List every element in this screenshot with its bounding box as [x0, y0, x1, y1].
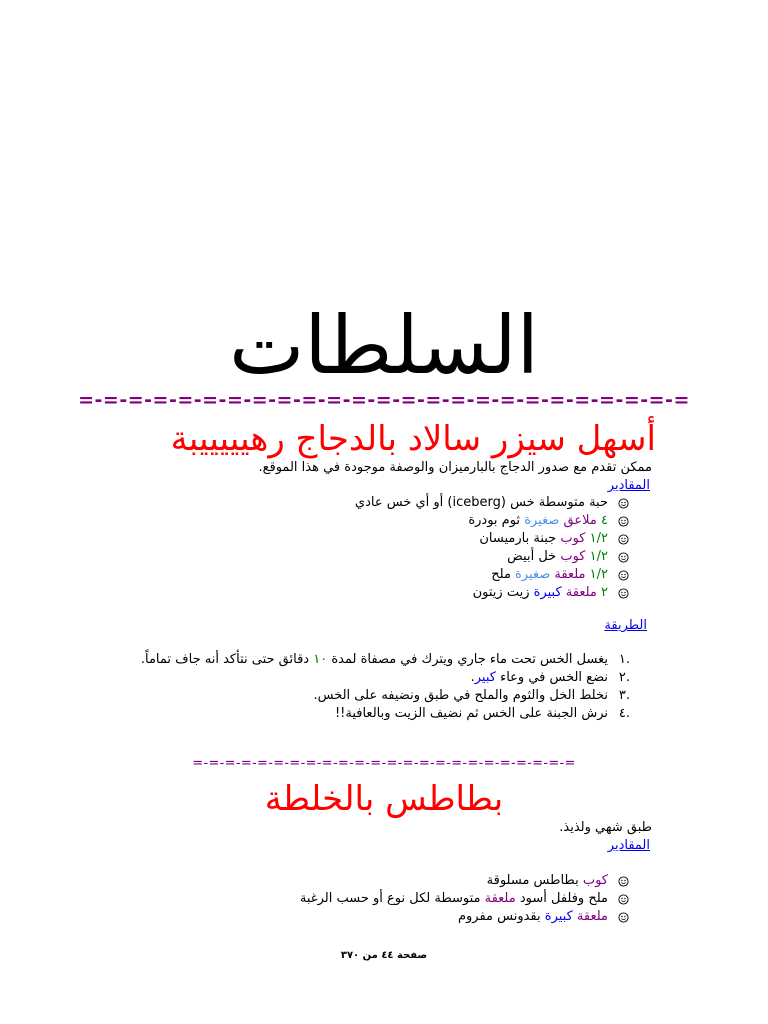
step-number: .٢ — [618, 670, 630, 685]
smiley-bullet-icon — [616, 530, 630, 548]
smiley-bullet-icon — [616, 890, 630, 908]
method-step — [118, 687, 630, 705]
text-run: يغسل الخس تحت ماء جاري ويترك في مصفاة لمدة — [327, 652, 608, 667]
method-step — [118, 669, 630, 687]
section-title: السلطات — [229, 299, 539, 392]
ingredient-item — [118, 512, 630, 530]
text-run: كوب — [556, 531, 586, 546]
recipe-intro-potatoes: طبق شهي ولذيذ. — [559, 820, 652, 835]
step-number: .٣ — [618, 688, 630, 703]
decorative-divider-small: =-=-=-=-=-=-=-=-=-=-=-=-=-=-=-=-=-=-=-=-=-=-=-= — [192, 756, 576, 771]
text-run: حبة متوسطة خس (iceberg) أو أي خس عادي — [354, 495, 608, 510]
text-run: ١/٢ — [585, 567, 608, 582]
recipe-intro: ممكن تقدم مع صدور الدجاج بالبارميزان والوصفة موجودة في هذا الموقع. — [258, 460, 652, 475]
ingredients-list-potatoes — [118, 872, 630, 926]
step-number: .١ — [618, 652, 630, 667]
ingredients-link[interactable]: المقادير — [607, 478, 650, 493]
ingredients-link-potatoes[interactable]: المقادير — [607, 838, 650, 853]
smiley-bullet-icon — [616, 494, 630, 512]
smiley-bullet-icon — [616, 512, 630, 530]
text-run: كوب — [578, 873, 608, 888]
method-step — [118, 705, 630, 723]
text-run: نخلط الخل والثوم والملح في طبق ونضيفه على الخس. — [313, 688, 608, 703]
recipe-title-potatoes: بطاطس بالخلطة — [264, 779, 504, 819]
text-run: ١/٢ — [585, 549, 608, 564]
ingredient-item — [118, 548, 630, 566]
text-run: متوسطة لكل نوع أو حسب الرغبة — [299, 891, 481, 906]
text-run: جبنة بارميسان — [479, 531, 557, 546]
ingredient-item — [118, 494, 630, 512]
text-run: ملعقة — [550, 567, 586, 582]
text-run: صغيرة — [520, 513, 560, 528]
ingredient-item — [118, 530, 630, 548]
text-run: ملح وفلفل أسود — [515, 891, 608, 906]
text-run: دقائق حتى نتأكد أنه جاف تماماً. — [140, 652, 310, 667]
text-run: ملعقة — [480, 891, 516, 906]
ingredient-item — [118, 890, 630, 908]
ingredients-list — [118, 494, 630, 602]
method-step — [118, 651, 630, 669]
smiley-bullet-icon — [616, 548, 630, 566]
text-run: بطاطس مسلوقة — [486, 873, 579, 888]
recipe-title: أسهل سيزر سالاد بالدجاج رهيييييبة — [170, 419, 656, 459]
text-run: ١٠ — [309, 652, 328, 667]
text-run: ١/٢ — [585, 531, 608, 546]
text-run: صغيرة — [510, 567, 551, 582]
text-run: ٢ — [596, 585, 608, 600]
smiley-bullet-icon — [616, 584, 630, 602]
text-run: كوب — [556, 549, 586, 564]
smiley-bullet-icon — [616, 908, 630, 926]
text-run: ثوم بودرة — [468, 513, 521, 528]
method-link[interactable]: الطريقة — [604, 618, 647, 633]
ingredient-item — [118, 872, 630, 890]
text-run: ملاعق — [559, 513, 597, 528]
text-run: كبير — [474, 670, 496, 685]
text-run: بقدونس مفروم — [457, 909, 541, 924]
text-run: نرش الجبنة على الخس ثم نضيف الزيت وبالعافية!! — [334, 706, 608, 721]
text-run: كبيرة — [540, 909, 573, 924]
text-run: كبيرة — [529, 585, 562, 600]
text-run: زيت زيتون — [472, 585, 530, 600]
page-number-footer: صفحة ٤٤ من ٣٧٠ — [340, 950, 428, 961]
ingredient-item — [118, 584, 630, 602]
text-run: ٤ — [596, 513, 608, 528]
method-steps-list — [118, 651, 630, 723]
step-number: .٤ — [618, 706, 630, 721]
smiley-bullet-icon — [616, 566, 630, 584]
ingredient-item — [118, 566, 630, 584]
smiley-bullet-icon — [616, 872, 630, 890]
text-run: نضع الخس في وعاء — [495, 670, 608, 685]
text-run: ملح — [491, 567, 511, 582]
text-run: خل أبيض — [507, 549, 557, 564]
text-run: . — [470, 670, 475, 685]
text-run: ملعقة — [572, 909, 608, 924]
ingredient-item — [118, 908, 630, 926]
decorative-divider: =-=-=-=-=-=-=-=-=-=-=-=-=-=-=-=-=-=-=-=-=-=-=-=-= — [78, 389, 690, 411]
text-run: ملعقة — [561, 585, 597, 600]
